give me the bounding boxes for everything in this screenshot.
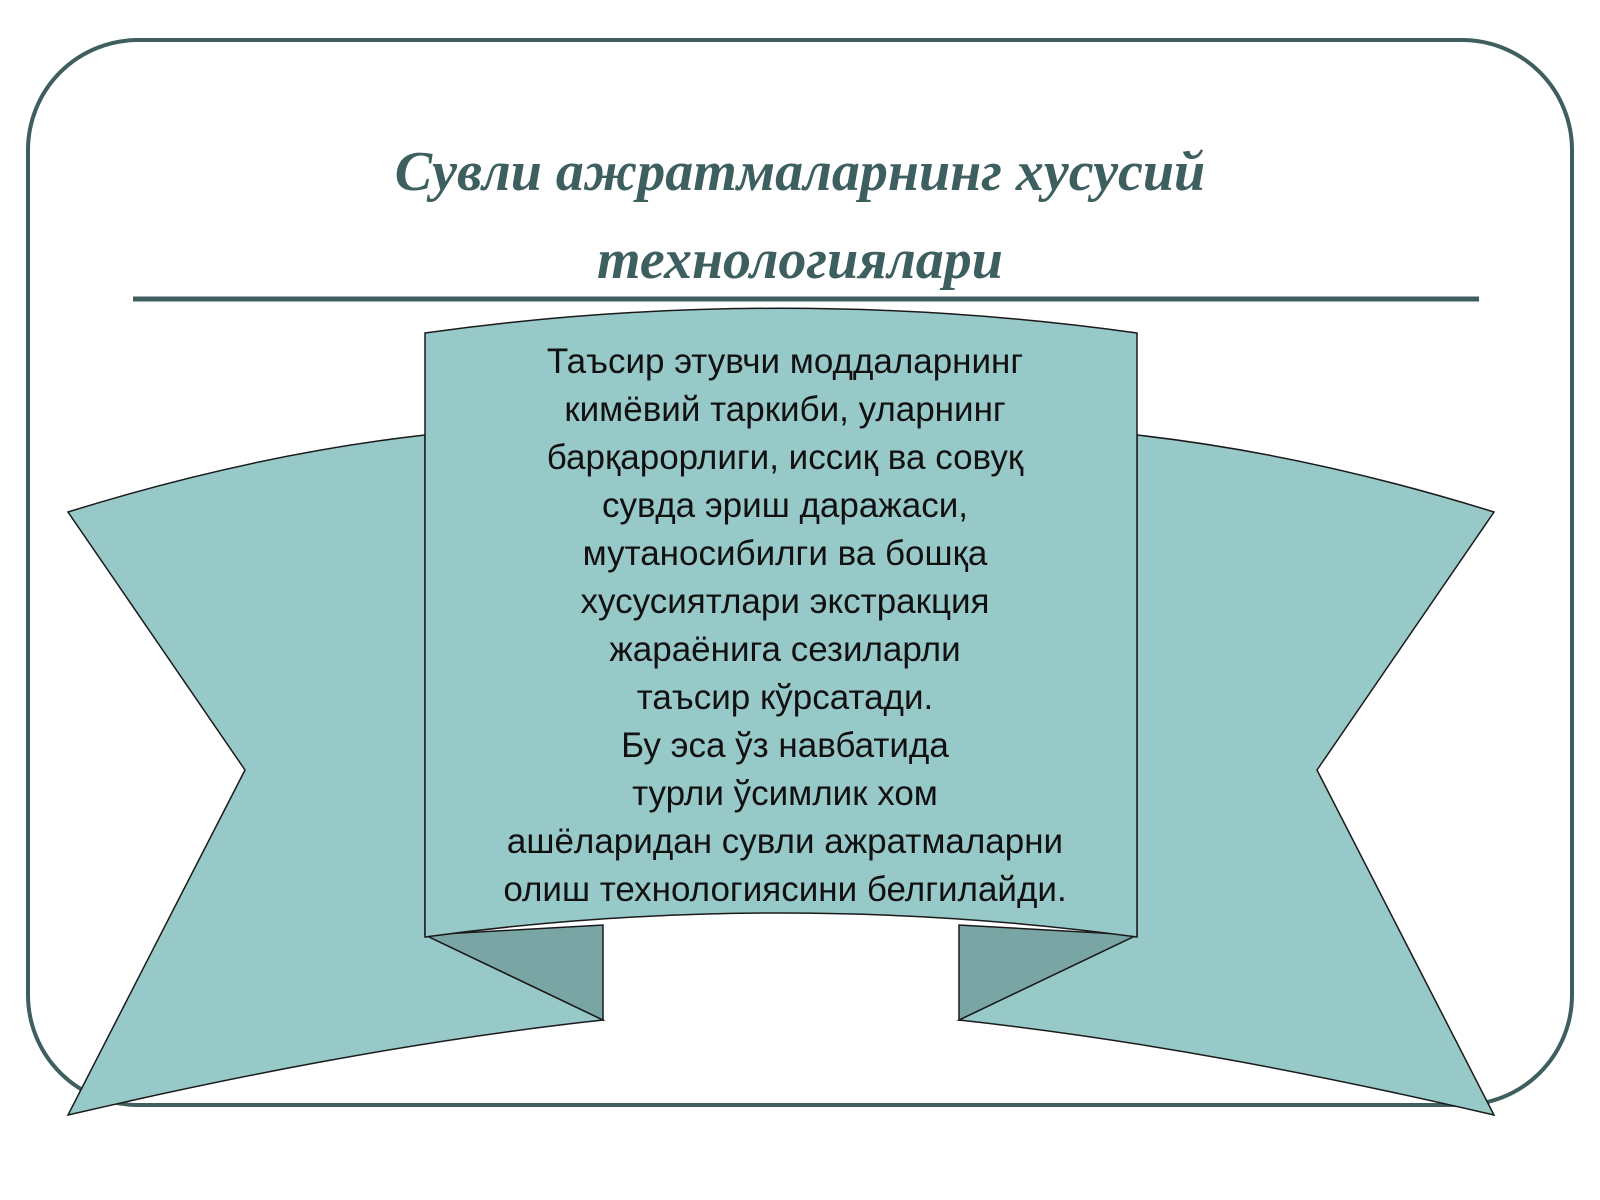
body-line: Бу эса ўз навбатида [621, 726, 949, 765]
body-line: сувда эриш даражаси, [602, 486, 968, 525]
body-line: олиш технологиясини белгилайди. [503, 870, 1067, 909]
title-line-2: технологиялари [597, 229, 1003, 291]
body-line: кимёвий таркиби, уларнинг [564, 390, 1006, 429]
ribbon-body-text [440, 338, 1130, 914]
body-line: ашёларидан сувли ажратмаларни [506, 822, 1064, 861]
body-line: турли ўсимлик хом [632, 774, 938, 813]
body-line: хусусиятлари экстракция [580, 582, 990, 621]
body-line: таъсир кўрсатади. [636, 678, 934, 717]
title-line-1: Сувли ажратмаларнинг хусусий [394, 141, 1206, 203]
body-line: жараёнига сезиларли [609, 630, 961, 669]
body-line: мутаносибилги ва бошқа [582, 534, 988, 573]
body-line: Таъсир этувчи моддаларнинг [546, 342, 1024, 381]
body-line: барқарорлиги, иссиқ ва совуқ [546, 438, 1024, 477]
